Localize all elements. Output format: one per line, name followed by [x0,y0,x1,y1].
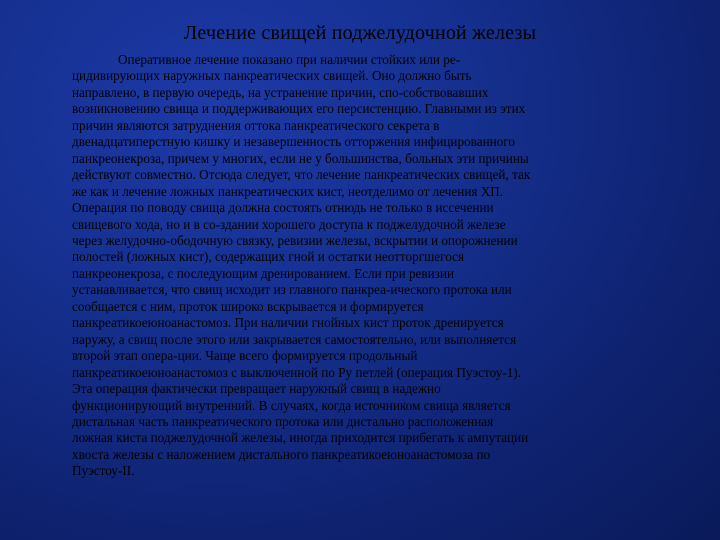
body-line: причин являются затруднения оттока панкреатического секрета в [72,117,440,133]
body-line: второй этап опера-ции. Чаще всего формируется продольный [72,348,418,364]
body-line: возникновению свища и поддерживающих его персистенцию. Главными из этих [72,101,526,117]
body-line: Операция по поводу свища должна состоять отнюдь не только в иссечении [72,200,494,216]
body-line: устанавливается, что свищ исходит из главного панкреа-ического протока или [72,282,512,298]
body-line: дистальная часть панкреатического протока или дистально расположенная [72,413,494,429]
body-line: наружу, а свищ после этого или закрывается самостоятельно, или выполняется [72,331,517,347]
body-line: цидивирующих наружных панкреатических свищей. Оно должно быть [72,68,472,84]
body-line: ложная киста поджелудочной железы, иногда приходится прибегать к ампутации [72,430,529,446]
body-line: действуют совместно. Отсюда следует, что лечение панкреатических свищей, так [72,167,531,183]
body-line: двенадцатиперстную кишку и незавершенность отторжения инфицированного [72,134,515,150]
body-line: Эта операция фактически превращает наружный свищ в надежно [72,381,441,397]
body-line: панкреонекроза, причем у многих, если не у большинства, больных эти причины [72,150,529,166]
body-line: же как и лечение ложных панкреатических кист, неотделимо от лечения ХП. [72,183,504,199]
body-line: Оперативное лечение показано при наличии стойких или ре- [118,52,461,67]
body-line: хвоста железы с наложением дистального панкреатикоеюноанастомоза по [72,446,491,462]
body-line: панкреатикоеюноанастомоз с выключенной по Ру петлей (операция Пуэстоу-1). [72,364,521,380]
body-line: направлено, в первую очередь, на устранение причин, спо-собствовавших [72,84,489,100]
body-line: панкреатикоеюноанастомоз. При наличии гнойных кист проток дренируется [72,315,504,331]
body-line: Пуэстоу-II. [72,463,135,479]
body-line: свищевого хода, но и в со-здании хорошего доступа к поджелудочной железе [72,216,506,232]
body-line: функционирующий внутренний. В случаях, когда источником свища является [72,397,511,413]
body-line: через желудочно-ободочную связку, ревизии железы, вскрытии и опорожнении [72,232,518,248]
body-line: полостей (ложных кист), содержащих гной и остатки неотторгшегося [72,249,465,265]
slide-body-text [72,52,684,480]
slide-title: Лечение свищей поджелудочной железы [183,22,537,44]
body-line: панкреонекроза, с последующим дренированием. Если при ревизии [72,265,455,281]
body-line: сообщается с ним, проток широко вскрывается и формируется [72,298,424,314]
